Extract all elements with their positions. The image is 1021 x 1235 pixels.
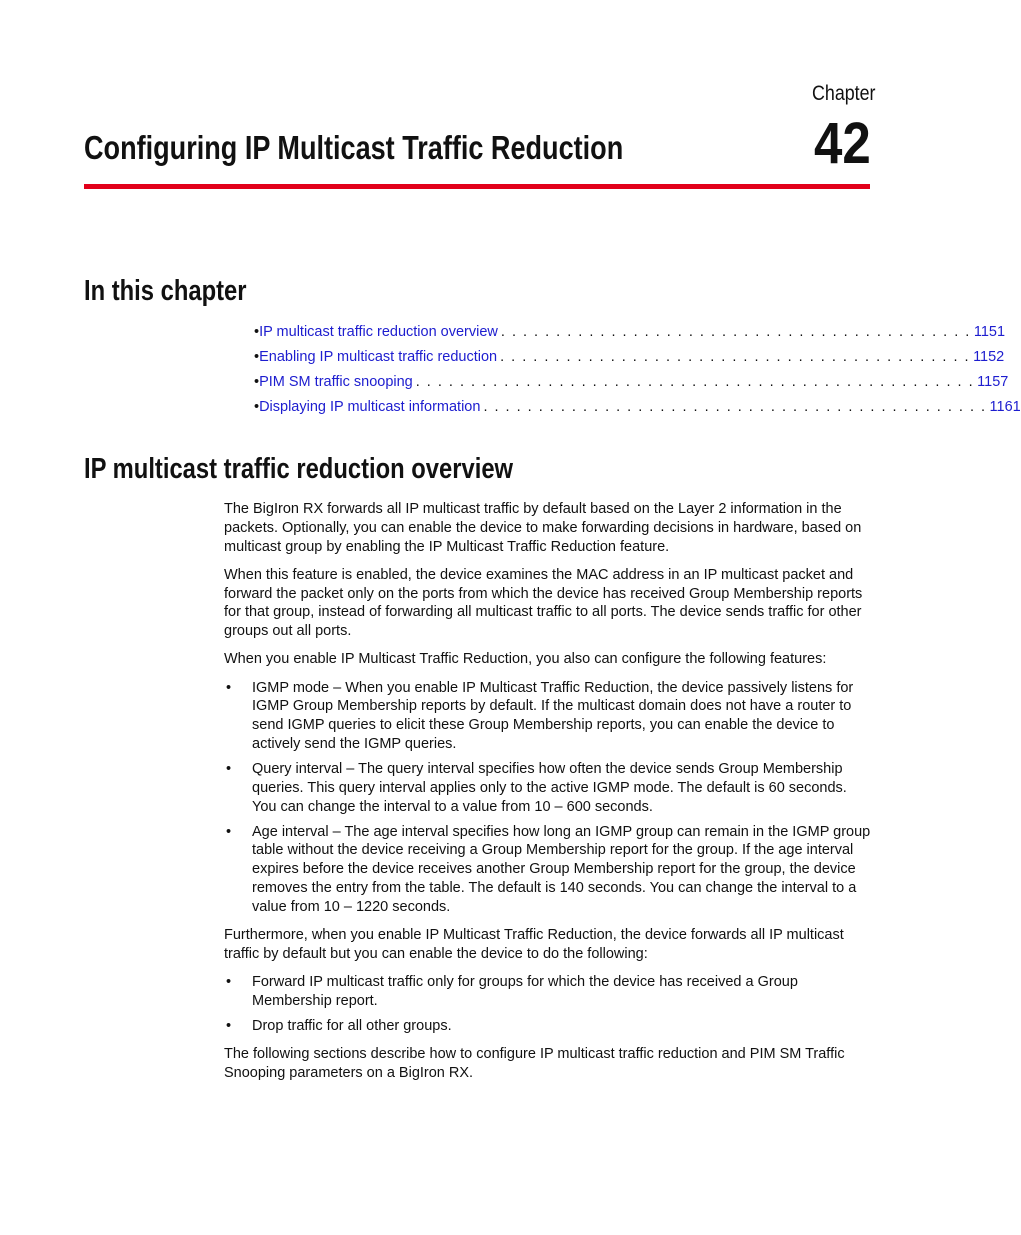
bullet: •: [226, 823, 232, 840]
toc-page-link[interactable]: 1152: [973, 349, 1005, 365]
toc-leader-dots: . . . . . . . . . . . . . . . . . . . . . . . . . . . . . . . . . . . . . . . . . . . . . . . . . . .: [415, 374, 975, 390]
chapter-number: 42: [814, 111, 871, 176]
feature-item: [224, 760, 872, 816]
toc-item[interactable]: [254, 322, 1006, 347]
feature-term: Age interval: [252, 823, 329, 840]
option-text: Forward IP multicast traffic only for groups for which the device has received a Group Membership report.: [252, 973, 798, 1009]
option-text: Drop traffic for all other groups.: [252, 1017, 452, 1034]
bullet: •: [226, 973, 232, 990]
section-body: [224, 500, 872, 1092]
chapter-title: Configuring IP Multicast Traffic Reduction: [84, 129, 624, 166]
option-list: [224, 973, 872, 1036]
toc-page-link[interactable]: 1157: [977, 374, 1009, 390]
toc-bullet: •: [254, 349, 260, 365]
toc-item[interactable]: [254, 347, 1005, 372]
chapter-label: Chapter: [812, 82, 876, 105]
bullet: •: [226, 760, 232, 777]
paragraph: The following sections describe how to configure IP multicast traffic reduction and PIM SM Traffic Snooping parameters on a BigIron RX.: [224, 1045, 845, 1081]
feature-item: [224, 679, 872, 754]
toc-link[interactable]: Enabling IP multicast traffic reduction: [259, 349, 498, 365]
paragraph: Furthermore, when you enable IP Multicast Traffic Reduction, the device forwards all IP multicast traffic by default but you can enable the device to do the following:: [224, 926, 844, 962]
feature-list: [224, 679, 872, 917]
toc-leader-dots: . . . . . . . . . . . . . . . . . . . . . . . . . . . . . . . . . . . . . . . . . . . . . .: [483, 399, 987, 415]
feature-term: Query interval: [252, 760, 343, 777]
toc-bullet: •: [254, 324, 260, 340]
title-rule: [84, 184, 870, 189]
option-item: [224, 1017, 872, 1036]
paragraph: When you enable IP Multicast Traffic Reduction, you also can configure the following features:: [224, 651, 827, 668]
feature-description: – The age interval specifies how long an IGMP group can remain in the IGMP group table without the device receiving a Group Membership report for the group. If the age interval expires before the device receives another Group Membership report for the group, the device removes the entry from the table. The default is 140 seconds. You can change the interval to a value from 10 – 1220 seconds.: [252, 823, 871, 915]
toc-page-link[interactable]: 1161: [989, 399, 1021, 415]
bullet: •: [226, 679, 232, 696]
toc-leader-dots: . . . . . . . . . . . . . . . . . . . . . . . . . . . . . . . . . . . . . . . . . . .: [500, 349, 971, 365]
chapter-toc: [254, 322, 1021, 422]
feature-description: – The query interval specifies how often the device sends Group Membership queries. This query interval applies only to the active IGMP mode. The default is 60 seconds. You can change the interval to a value from 10 – 600 seconds.: [252, 760, 847, 815]
toc-item[interactable]: [254, 372, 1009, 397]
toc-link[interactable]: IP multicast traffic reduction overview: [259, 324, 498, 340]
bullet: •: [226, 1017, 232, 1034]
feature-item: [224, 823, 872, 917]
toc-heading: In this chapter: [84, 275, 247, 307]
section-heading: IP multicast traffic reduction overview: [84, 453, 514, 485]
option-item: [224, 973, 872, 1011]
toc-page-link[interactable]: 1151: [973, 324, 1006, 340]
toc-bullet: •: [254, 374, 260, 390]
toc-leader-dots: . . . . . . . . . . . . . . . . . . . . . . . . . . . . . . . . . . . . . . . . . . .: [500, 324, 971, 340]
toc-link[interactable]: PIM SM traffic snooping: [259, 374, 413, 390]
paragraph: The BigIron RX forwards all IP multicast traffic by default based on the Layer 2 information in the packets. Optionally, you can enable the device to make forwarding decisions in hardware, based on multicast group by enabling the IP Multicast Traffic Reduction feature.: [224, 501, 862, 555]
paragraph: When this feature is enabled, the device examines the MAC address in an IP multicast packet and forward the packet only on the ports from which the device has received Group Membership reports for that group, instead of forwarding all multicast traffic to all ports. The device sends traffic for other groups out all ports.: [224, 566, 863, 640]
toc-bullet: •: [254, 399, 260, 415]
feature-description: – When you enable IP Multicast Traffic Reduction, the device passively listens for IGMP Group Membership reports by default. If the multicast domain does not have a router to send IGMP queries to elicit these Group Membership reports, you can enable the device to actively send the IGMP queries.: [252, 679, 854, 752]
feature-term: IGMP mode: [252, 679, 330, 696]
toc-item[interactable]: [254, 397, 1021, 422]
toc-link[interactable]: Displaying IP multicast information: [259, 399, 481, 415]
